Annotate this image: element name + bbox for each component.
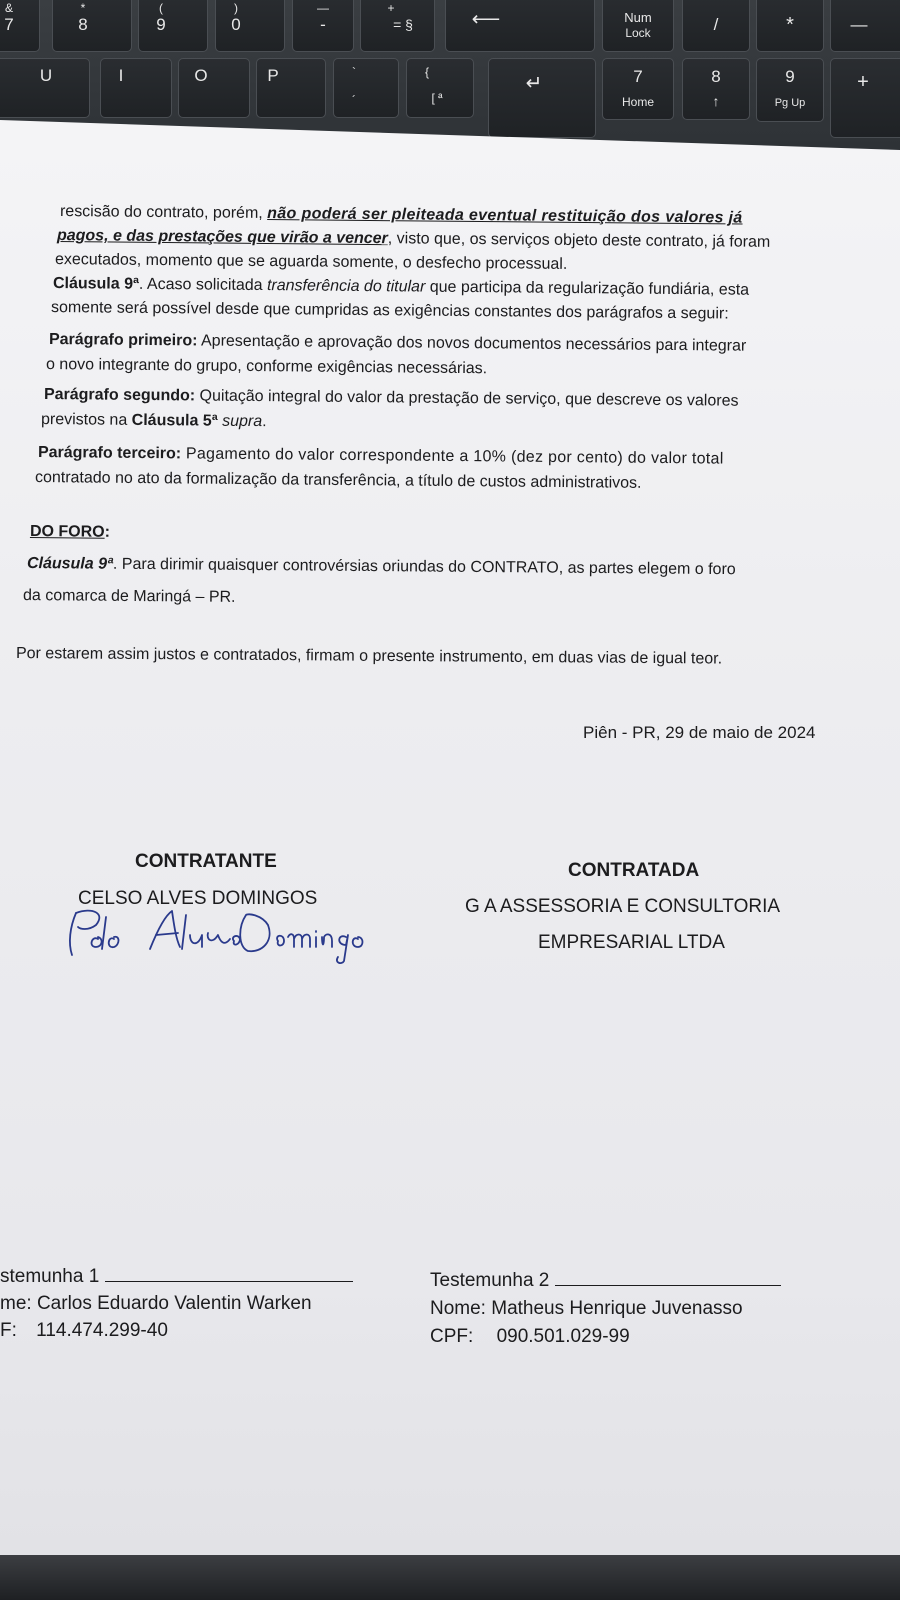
italic-text: transferência do titular xyxy=(266,277,426,296)
paragraph-label: Parágrafo primeiro: xyxy=(48,331,198,350)
key-label-top: ) xyxy=(234,1,238,15)
handwritten-signature xyxy=(62,905,372,965)
key-9[interactable] xyxy=(138,0,208,52)
witness-1-cpf-label: F: xyxy=(0,1320,17,1341)
text-line xyxy=(41,411,267,431)
key-7[interactable] xyxy=(0,0,40,52)
witness-2-signature-line xyxy=(555,1268,781,1286)
key-label-top: — xyxy=(317,1,329,15)
text-run: Piên - PR, 29 de maio de 2024 xyxy=(583,723,816,742)
text-run: rescisão do contrato, porém, xyxy=(59,203,268,222)
witness-1-label: stemunha 1 xyxy=(0,1266,100,1287)
text-run: contratado no ato da formalização da transferência, a título de custos administrativos. xyxy=(34,469,642,492)
key-page-up[interactable] xyxy=(756,58,824,122)
key-label: Lock xyxy=(625,26,651,40)
key-label-top: ( xyxy=(159,1,163,15)
key-subtract[interactable] xyxy=(830,0,900,52)
key-acute[interactable] xyxy=(333,58,399,118)
key-equals[interactable] xyxy=(360,0,435,52)
text-run: . xyxy=(262,413,267,431)
text-run: Pagamento do valor correspondente a 10% (dez por cento) do valor total xyxy=(181,445,724,468)
text-run: Por estarem assim justos e contratados, firmam o presente instrumento, em duas vias de igual teor. xyxy=(15,645,723,668)
key-label: I xyxy=(118,66,124,85)
text-run: . Para dirimir quaisquer controvérsias oriundas do CONTRATO, as partes elegem o foro xyxy=(112,555,736,579)
key-label: * xyxy=(786,13,794,36)
key-o[interactable] xyxy=(178,58,250,118)
key-label: — xyxy=(850,15,868,34)
key-label: 9 xyxy=(156,15,166,34)
clause-label: Cláusula 9ª xyxy=(52,275,140,293)
contratada-name-line1: G A ASSESSORIA E CONSULTORIA xyxy=(465,896,781,917)
backspace-arrow-icon: ⟵ xyxy=(471,8,501,31)
key-label-top: 7 xyxy=(633,67,643,86)
key-label: Pg Up xyxy=(774,97,806,109)
text-run: que participa da regularização fundiária, esta xyxy=(425,278,750,299)
witness-1-signature-line xyxy=(105,1264,353,1282)
section-heading-text: DO FORO xyxy=(29,523,105,541)
key-label: 8 xyxy=(78,15,88,34)
section-heading-colon: : xyxy=(104,523,111,541)
text-run: Apresentação e aprovação dos novos documentos necessários para integrar xyxy=(197,332,747,355)
witness-1-cpf-line xyxy=(0,1320,168,1342)
key-label: Home xyxy=(621,95,655,109)
enter-arrow-icon: ↵ xyxy=(525,72,543,95)
key-label: 0 xyxy=(231,15,241,34)
paragraph-label: Parágrafo segundo: xyxy=(43,386,196,405)
key-u[interactable] xyxy=(0,58,90,118)
key-num-lock[interactable] xyxy=(602,0,674,52)
key-label: + xyxy=(857,70,869,93)
place-and-date xyxy=(583,723,815,743)
key-8[interactable] xyxy=(52,0,132,52)
witness-2-cpf: 090.501.029-99 xyxy=(496,1326,630,1347)
text-run: o novo integrante do grupo, conforme exigências necessárias. xyxy=(45,356,488,378)
contratante-name: CELSO ALVES DOMINGOS xyxy=(78,888,318,909)
italic-text: supra xyxy=(217,412,263,431)
text-run: , visto que, os serviços objeto deste contrato, já foram xyxy=(387,230,771,251)
key-enter[interactable] xyxy=(488,58,596,138)
desk-shadow xyxy=(0,1555,900,1600)
key-0[interactable] xyxy=(215,0,285,52)
key-multiply[interactable] xyxy=(756,0,824,52)
text-run: . Acaso solicitada xyxy=(138,275,268,295)
witness-2-cpf-line xyxy=(430,1326,630,1348)
key-label-top: Num xyxy=(624,10,652,25)
key-label-top: ` xyxy=(352,65,356,79)
text-run: da comarca de Maringá – PR. xyxy=(22,587,236,606)
key-label: P xyxy=(267,66,279,85)
text-line xyxy=(23,587,236,607)
key-label-top: { xyxy=(424,65,430,79)
witness-2-label-line xyxy=(430,1268,781,1292)
key-i[interactable] xyxy=(100,58,172,118)
witness-1-label-line xyxy=(0,1264,353,1288)
key-label-top: 8 xyxy=(711,67,721,86)
key-bracket[interactable] xyxy=(406,58,474,118)
key-label: U xyxy=(39,66,53,85)
key-label-top: * xyxy=(80,1,86,15)
key-p[interactable] xyxy=(256,58,326,118)
emphasis-text: pagos, e das prestações que virão a vencer xyxy=(56,227,388,248)
contratada-title: CONTRATADA xyxy=(568,860,700,881)
key-label: O xyxy=(194,66,208,85)
key-up[interactable] xyxy=(682,58,750,120)
paragraph-label: Parágrafo terceiro: xyxy=(37,444,182,463)
key-label: / xyxy=(713,15,719,34)
up-arrow-icon: ↑ xyxy=(712,93,720,109)
key-label: 7 xyxy=(4,15,14,34)
key-home[interactable] xyxy=(602,58,674,120)
witness-1-name: me: Carlos Eduardo Valentin Warken xyxy=(0,1293,312,1314)
text-run: previstos na xyxy=(40,411,132,429)
key-minus[interactable] xyxy=(292,0,354,52)
key-label: [ ª xyxy=(431,91,443,105)
key-label: ´ xyxy=(352,93,356,107)
key-divide[interactable] xyxy=(682,0,750,52)
witness-1-cpf: 114.474.299-40 xyxy=(36,1320,168,1341)
contratada-name-line2: EMPRESARIAL LTDA xyxy=(538,932,725,953)
clause-reference: Cláusula 5ª xyxy=(131,411,218,430)
emphasis-text: não poderá ser pleiteada eventual restituição dos valores já xyxy=(267,204,743,227)
key-backspace[interactable] xyxy=(445,0,595,52)
contratante-title: CONTRATANTE xyxy=(135,851,277,872)
text-run: executados, momento que se aguarda somente, o desfecho processual. xyxy=(54,251,568,273)
key-label: = § xyxy=(393,16,413,33)
key-label-top: 9 xyxy=(785,67,795,86)
section-heading xyxy=(30,523,110,542)
key-label-top: + xyxy=(387,1,395,15)
key-label-top: & xyxy=(4,1,14,15)
witness-2-label: Testemunha 2 xyxy=(430,1270,550,1291)
text-run: Quitação integral do valor da prestação de serviço, que descreve os valores xyxy=(195,387,739,410)
key-label: - xyxy=(320,15,326,34)
text-run: somente será possível desde que cumpridas as exigências constantes dos parágrafos a seguir: xyxy=(50,299,729,323)
key-add[interactable] xyxy=(830,58,900,138)
witness-2-name: Nome: Matheus Henrique Juvenasso xyxy=(430,1298,743,1319)
clause-label: Cláusula 9ª xyxy=(26,555,114,573)
witness-2-cpf-label: CPF: xyxy=(430,1326,474,1347)
